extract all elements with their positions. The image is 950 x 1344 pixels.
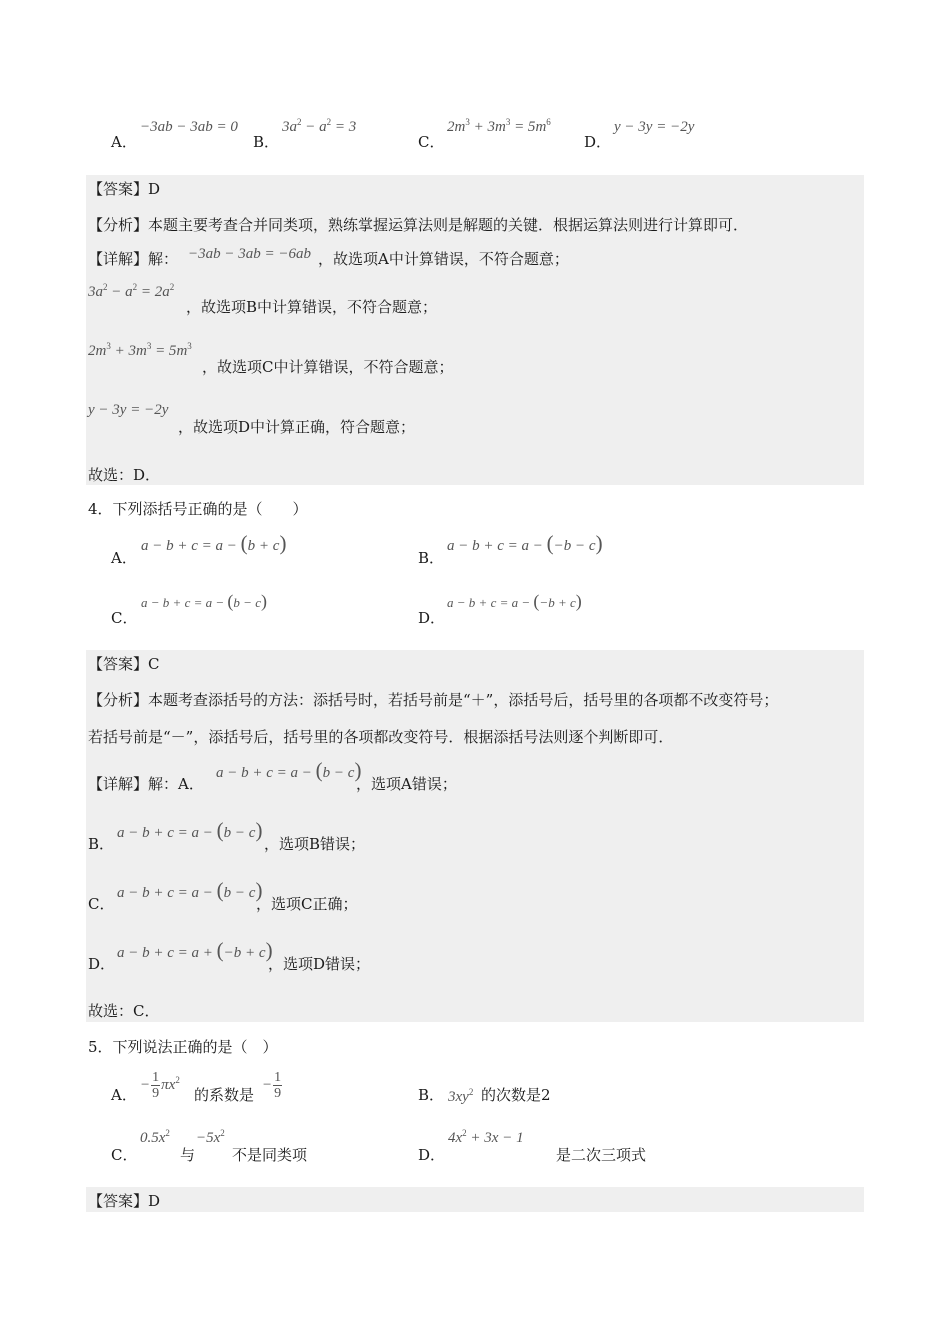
- q5-option-b-label: B．: [418, 1086, 445, 1104]
- q3-detail-line1-math: −3ab − 3ab = −6ab: [188, 246, 311, 262]
- q3-detail-line1-text: ，故选项A中计算错误，不符合题意；: [318, 250, 569, 268]
- q3-option-c-math: $2m^3 + 3m^3 = 5m^6$: [447, 117, 551, 135]
- q4-option-b-math: a − b + c = a − (−b − c): [447, 531, 603, 555]
- q3-detail-intro: [88, 249, 178, 269]
- q3-answer: [88, 179, 160, 199]
- detail-intro: 解：A．: [148, 775, 204, 793]
- q4-detail-line4-text: ，选项D错误；: [268, 955, 371, 973]
- q3-option-b-math: $3a^2 - a^2 = 3$: [282, 117, 357, 135]
- q3-conclusion: 故选：D．: [88, 466, 161, 484]
- q4-option-d-label: D．: [418, 609, 446, 627]
- q3-option-a-math: −3ab − 3ab = 0: [140, 119, 238, 135]
- q4-detail-line1-math: a − b + c = a − (b − c): [216, 758, 362, 782]
- q4-detail-line4-math: a − b + c = a + (−b + c): [117, 938, 273, 962]
- detail-tag: 【详解】: [88, 250, 149, 268]
- q5-option-b-text: 的次数是2: [481, 1086, 551, 1104]
- answer-tag: 【答案】: [88, 655, 149, 673]
- q4-option-a-label: A．: [111, 549, 137, 567]
- q5-option-c-text2: 不是同类项: [232, 1146, 308, 1164]
- q3-detail-line3-math: $2m^3 + 3m^3 = 5m^3$: [88, 341, 192, 359]
- answer-tag: 【答案】: [88, 1192, 149, 1210]
- q4-answer: [88, 654, 160, 674]
- q4-option-a-math: a − b + c = a − (b + c): [141, 531, 287, 555]
- q3-option-d-label: D．: [584, 133, 612, 151]
- q4-option-d-math: a − b + c = a − (−b + c): [447, 591, 582, 611]
- q4-detail-line2-label: B．: [88, 835, 115, 853]
- q3-option-b-label: B．: [253, 133, 280, 151]
- q5-option-b-math: $3xy^2$: [448, 1087, 474, 1105]
- q3-option-a-label: A．: [111, 133, 137, 151]
- q4-detail-line3-label: C．: [88, 895, 115, 913]
- q4-detail-line3-text: ，选项C正确；: [256, 895, 358, 913]
- q5-stem: 5．下列说法正确的是（ ）: [88, 1038, 278, 1056]
- q3-detail-line4-math: y − 3y = −2y: [88, 402, 169, 418]
- answer-tag: 【答案】: [88, 180, 149, 198]
- q4-detail-intro: [88, 774, 204, 794]
- detail-tag: 【详解】: [88, 775, 149, 793]
- q3-detail-line2-text: ，故选项B中计算错误，不符合题意；: [186, 298, 438, 316]
- analysis-text-1: 本题考查添括号的方法：添括号时，若括号前是“＋”，添括号后，括号里的各项都不改变符号；: [148, 691, 779, 709]
- detail-intro: 解：: [148, 250, 179, 268]
- analysis-text: 本题主要考查合并同类项，熟练掌握运算法则是解题的关键．根据运算法则进行计算即可．: [148, 216, 749, 234]
- q5-option-c-label: C．: [111, 1146, 138, 1164]
- answer-value: D: [148, 180, 161, 198]
- q4-detail-line2-text: ，选项B错误；: [264, 835, 366, 853]
- q5-option-a-math: − $\frac{1}{9}$ $\pi x^2$: [140, 1070, 180, 1101]
- q5-option-c-math2: $-5x^2$: [196, 1128, 225, 1146]
- q4-stem: 4．下列添括号正确的是（ ）: [88, 500, 308, 518]
- q4-analysis-line2: 若括号前是“－”，添括号后，括号里的各项都改变符号．根据添括号法则逐个判断即可．: [88, 728, 674, 746]
- q4-option-c-math: a − b + c = a − (b − c): [141, 591, 267, 611]
- q4-option-b-label: B．: [418, 549, 445, 567]
- q4-detail-line4-label: D．: [88, 955, 116, 973]
- q4-detail-line3-math: a − b + c = a − (b − c): [117, 878, 263, 902]
- analysis-tag: 【分析】: [88, 691, 149, 709]
- q5-option-a-text: 的系数是: [194, 1086, 255, 1104]
- analysis-tag: 【分析】: [88, 216, 149, 234]
- q3-detail-line2-math: $3a^2 - a^2 = 2a^2$: [88, 282, 175, 300]
- q4-option-c-label: C．: [111, 609, 138, 627]
- q3-option-c-label: C．: [418, 133, 445, 151]
- answer-value: D: [148, 1192, 161, 1210]
- answer-value: C: [148, 655, 160, 673]
- q3-option-d-math: y − 3y = −2y: [614, 119, 695, 135]
- q4-conclusion: 故选：C．: [88, 1002, 160, 1020]
- q5-answer: [88, 1191, 160, 1211]
- q4-analysis-line1: [88, 690, 778, 710]
- q3-detail-line4-text: ，故选项D中计算正确，符合题意；: [178, 418, 416, 436]
- q5-option-a-label: A．: [111, 1086, 137, 1104]
- q5-answer-block: [86, 1187, 864, 1212]
- q4-detail-line1-text: ，选项A错误；: [356, 775, 457, 793]
- q5-option-d-math: $4x^2 + 3x - 1$: [448, 1128, 524, 1146]
- q5-option-c-text: 与: [180, 1146, 196, 1164]
- q5-option-a-math2: − $\frac{1}{9}$: [262, 1070, 282, 1101]
- q5-option-d-label: D．: [418, 1146, 446, 1164]
- q5-option-c-math: $0.5x^2$: [140, 1128, 170, 1146]
- q3-detail-line3-text: ，故选项C中计算错误，不符合题意；: [202, 358, 454, 376]
- q4-detail-line2-math: a − b + c = a − (b − c): [117, 818, 263, 842]
- q3-analysis: [88, 215, 748, 235]
- q5-option-d-text: 是二次三项式: [556, 1146, 647, 1164]
